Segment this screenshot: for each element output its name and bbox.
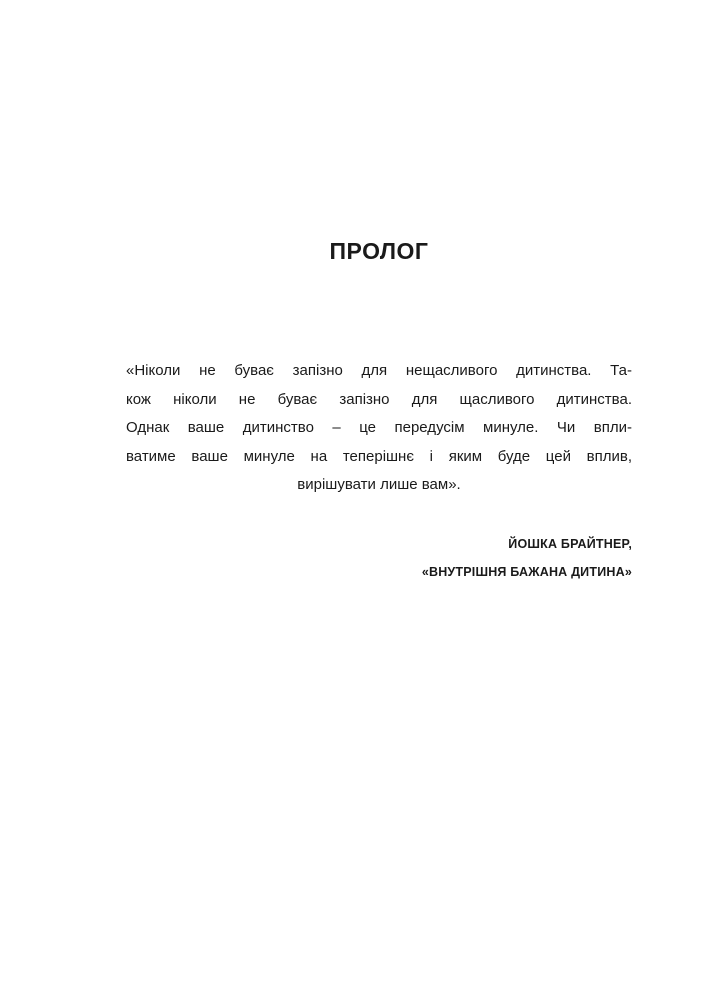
epigraph-attribution [422, 530, 632, 586]
epigraph-quote [126, 357, 632, 500]
attribution-work-title: «ВНУТРІШНЯ БАЖАНА ДИТИНА» [421, 565, 632, 579]
epigraph-line: ватиме ваше минуле на теперішнє і яким буде цей вплив, [126, 447, 632, 465]
epigraph-line: Однак ваше дитинство – це передусім минуле. Чи впли- [126, 419, 632, 436]
epigraph-line: вирішувати лише вам». [297, 476, 461, 493]
epigraph-line: кож ніколи не буває запізно для щасливого дитинства. [126, 390, 632, 408]
chapter-title: ПРОЛОГ [329, 238, 429, 264]
epigraph-line: «Ніколи не буває запізно для нещасливого дитинства. Та- [126, 362, 632, 379]
attribution-author: ЙОШКА БРАЙТНЕР, [508, 537, 632, 551]
